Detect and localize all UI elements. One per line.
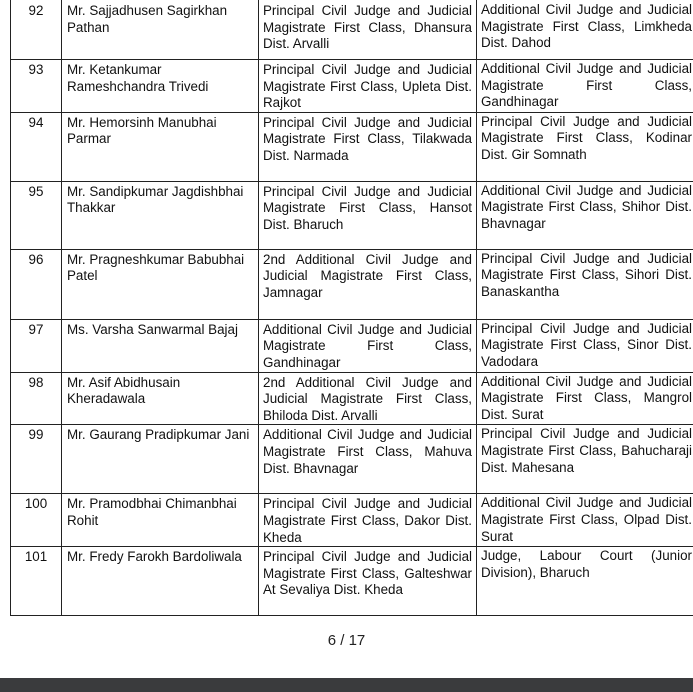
serial-number: 95 [11,181,62,249]
new-posting: Additional Civil Judge and Judicial Magistrate First Class, Olpad Dist. Surat [477,494,693,547]
current-posting: Principal Civil Judge and Judicial Magistrate First Class, Galteshwar At Sevaliya Dist. Kheda [259,547,477,616]
serial-number: 101 [11,547,62,616]
current-posting: Additional Civil Judge and Judicial Magistrate First Class, Gandhinagar [259,319,477,372]
new-posting: Principal Civil Judge and Judicial Magistrate First Class, Kodinar Dist. Gir Somnath [477,112,693,181]
new-posting: Principal Civil Judge and Judicial Magistrate First Class, Sinor Dist. Vadodara [477,319,693,372]
current-posting: 2nd Additional Civil Judge and Judicial Magistrate First Class, Jamnagar [259,249,477,319]
judge-name: Mr. Ketankumar Rameshchandra Trivedi [62,60,259,113]
serial-number: 96 [11,249,62,319]
judge-name: Mr. Pramodbhai Chimanbhai Rohit [62,494,259,547]
judge-name: Mr. Fredy Farokh Bardoliwala [62,547,259,616]
viewer-toolbar [0,678,693,692]
new-posting: Principal Civil Judge and Judicial Magistrate First Class, Bahucharaji Dist. Mahesana [477,425,693,494]
serial-number: 99 [11,425,62,494]
table-row [11,0,693,60]
serial-number: 92 [11,0,62,60]
serial-number: 97 [11,319,62,372]
judge-name: Mr. Sajjadhusen Sagirkhan Pathan [62,0,259,60]
current-posting: Principal Civil Judge and Judicial Magistrate First Class, Dakor Dist. Kheda [259,494,477,547]
table-row [11,249,693,319]
judge-name: Mr. Gaurang Pradipkumar Jani [62,425,259,494]
table-row [11,494,693,547]
new-posting: Additional Civil Judge and Judicial Magistrate First Class, Limkheda Dist. Dahod [477,0,693,60]
current-posting: Additional Civil Judge and Judicial Magistrate First Class, Mahuva Dist. Bhavnagar [259,425,477,494]
current-posting: Principal Civil Judge and Judicial Magistrate First Class, Hansot Dist. Bharuch [259,181,477,249]
current-posting: Principal Civil Judge and Judicial Magistrate First Class, Tilakwada Dist. Narmada [259,112,477,181]
serial-number: 98 [11,372,62,425]
current-posting: Principal Civil Judge and Judicial Magistrate First Class, Dhansura Dist. Arvalli [259,0,477,60]
new-posting: Principal Civil Judge and Judicial Magistrate First Class, Sihori Dist. Banaskantha [477,249,693,319]
judge-name: Mr. Hemorsinh Manubhai Parmar [62,112,259,181]
table-row [11,60,693,113]
new-posting: Additional Civil Judge and Judicial Magistrate First Class, Gandhinagar [477,60,693,113]
judge-name: Mr. Sandipkumar Jagdishbhai Thakkar [62,181,259,249]
table-row [11,112,693,181]
new-posting: Additional Civil Judge and Judicial Magistrate First Class, Shihor Dist. Bhavnagar [477,181,693,249]
table-row [11,181,693,249]
current-posting: Principal Civil Judge and Judicial Magistrate First Class, Upleta Dist. Rajkot [259,60,477,113]
table-row [11,547,693,616]
table-row [11,425,693,494]
transfer-table [10,0,693,616]
page-indicator: 6 / 17 [327,632,366,649]
serial-number: 94 [11,112,62,181]
current-posting: 2nd Additional Civil Judge and Judicial Magistrate First Class, Bhiloda Dist. Arvalli [259,372,477,425]
new-posting: Judge, Labour Court (Junior Division), Bharuch [477,547,693,616]
judge-name: Ms. Varsha Sanwarmal Bajaj [62,319,259,372]
serial-number: 100 [11,494,62,547]
judge-name: Mr. Pragneshkumar Babubhai Patel [62,249,259,319]
table-row [11,372,693,425]
table-row [11,319,693,372]
serial-number: 93 [11,60,62,113]
new-posting: Additional Civil Judge and Judicial Magistrate First Class, Mangrol Dist. Surat [477,372,693,425]
judge-name: Mr. Asif Abidhusain Kheradawala [62,372,259,425]
